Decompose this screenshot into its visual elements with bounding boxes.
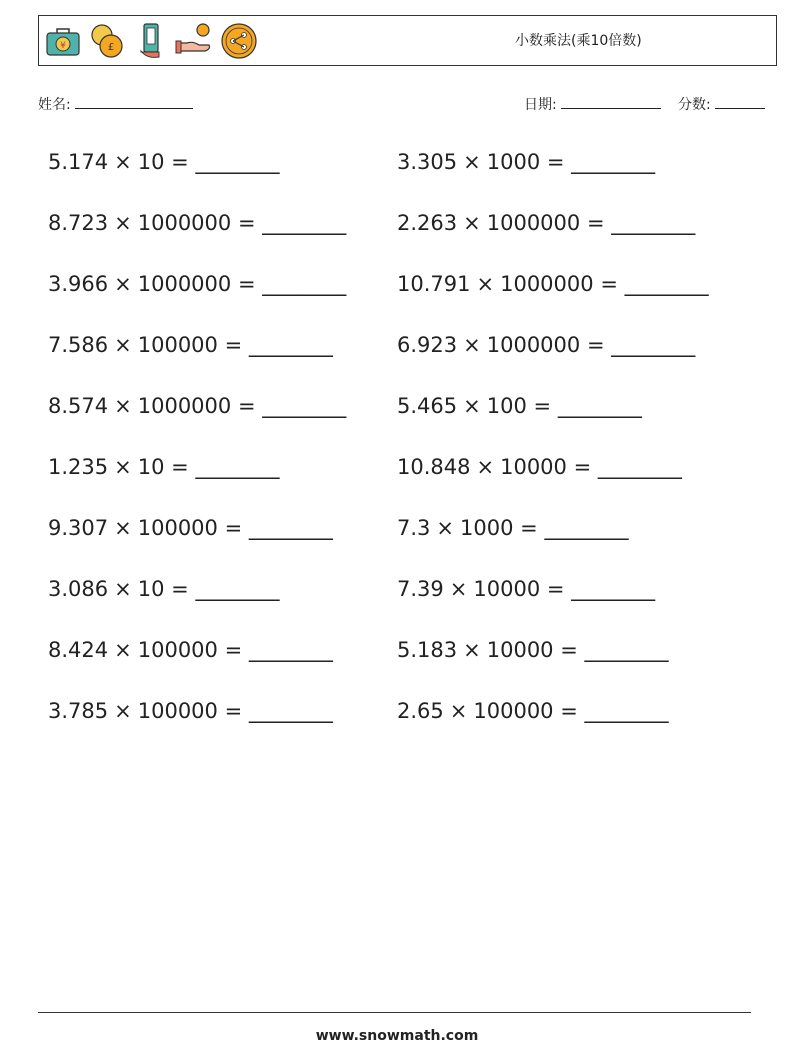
hand-coin-icon [175, 21, 215, 61]
score-label: 分数: [678, 97, 711, 113]
answer-blank[interactable]: ________ [611, 211, 696, 235]
problem-right-9: 5.183 × 10000 = ________ [397, 638, 669, 662]
problem-right-2: 2.263 × 1000000 = ________ [397, 211, 696, 235]
problem-right-4: 6.923 × 1000000 = ________ [397, 333, 696, 357]
score-blank[interactable] [715, 94, 765, 109]
footer-website[interactable]: www.snowmath.com [315, 1028, 479, 1044]
answer-blank[interactable]: ________ [195, 150, 280, 174]
share-coin-icon [219, 21, 259, 61]
problem-right-3: 10.791 × 1000000 = ________ [397, 272, 709, 296]
header-icons [43, 20, 259, 62]
problem-left-10: 3.785 × 100000 = ________ [48, 699, 333, 723]
problem-right-6: 10.848 × 10000 = ________ [397, 455, 682, 479]
answer-blank[interactable]: ________ [624, 272, 709, 296]
answer-blank[interactable]: ________ [597, 455, 682, 479]
worksheet-header [38, 15, 777, 66]
answer-blank[interactable]: ________ [248, 333, 333, 357]
problem-right-5: 5.465 × 100 = ________ [397, 394, 642, 418]
problem-left-5: 8.574 × 1000000 = ________ [48, 394, 347, 418]
answer-blank[interactable]: ________ [262, 394, 347, 418]
worksheet-title: 小数乘法(乘10倍数) [515, 33, 642, 49]
answer-blank[interactable]: ________ [571, 150, 656, 174]
problem-right-1: 3.305 × 1000 = ________ [397, 150, 656, 174]
answer-blank[interactable]: ________ [571, 577, 656, 601]
name-blank[interactable] [75, 94, 193, 109]
problem-left-8: 3.086 × 10 = ________ [48, 577, 280, 601]
svg-text:£: £ [107, 42, 115, 53]
problem-right-7: 7.3 × 1000 = ________ [397, 516, 629, 540]
answer-blank[interactable]: ________ [248, 699, 333, 723]
problem-left-6: 1.235 × 10 = ________ [48, 455, 280, 479]
problem-left-7: 9.307 × 100000 = ________ [48, 516, 333, 540]
problem-left-1: 5.174 × 10 = ________ [48, 150, 280, 174]
answer-blank[interactable]: ________ [195, 455, 280, 479]
problem-left-3: 3.966 × 1000000 = ________ [48, 272, 347, 296]
coins-icon [87, 21, 127, 61]
problem-right-10: 2.65 × 100000 = ________ [397, 699, 669, 723]
answer-blank[interactable]: ________ [195, 577, 280, 601]
answer-blank[interactable]: ________ [611, 333, 696, 357]
phone-payment-icon [131, 21, 171, 61]
name-label: 姓名: [38, 97, 71, 113]
problem-left-2: 8.723 × 1000000 = ________ [48, 211, 347, 235]
date-label: 日期: [524, 97, 557, 113]
name-field [38, 94, 193, 114]
answer-blank[interactable]: ________ [248, 516, 333, 540]
problem-left-4: 7.586 × 100000 = ________ [48, 333, 333, 357]
date-field [524, 94, 661, 114]
date-blank[interactable] [561, 94, 661, 109]
answer-blank[interactable]: ________ [557, 394, 642, 418]
answer-blank[interactable]: ________ [584, 638, 669, 662]
answer-blank[interactable]: ________ [544, 516, 629, 540]
score-field [678, 94, 765, 114]
medical-case-icon [43, 21, 83, 61]
svg-text:¥: ¥ [60, 41, 66, 51]
footer-divider [38, 1012, 751, 1013]
answer-blank[interactable]: ________ [584, 699, 669, 723]
answer-blank[interactable]: ________ [262, 272, 347, 296]
answer-blank[interactable]: ________ [262, 211, 347, 235]
problem-right-8: 7.39 × 10000 = ________ [397, 577, 656, 601]
problem-left-9: 8.424 × 100000 = ________ [48, 638, 333, 662]
answer-blank[interactable]: ________ [248, 638, 333, 662]
